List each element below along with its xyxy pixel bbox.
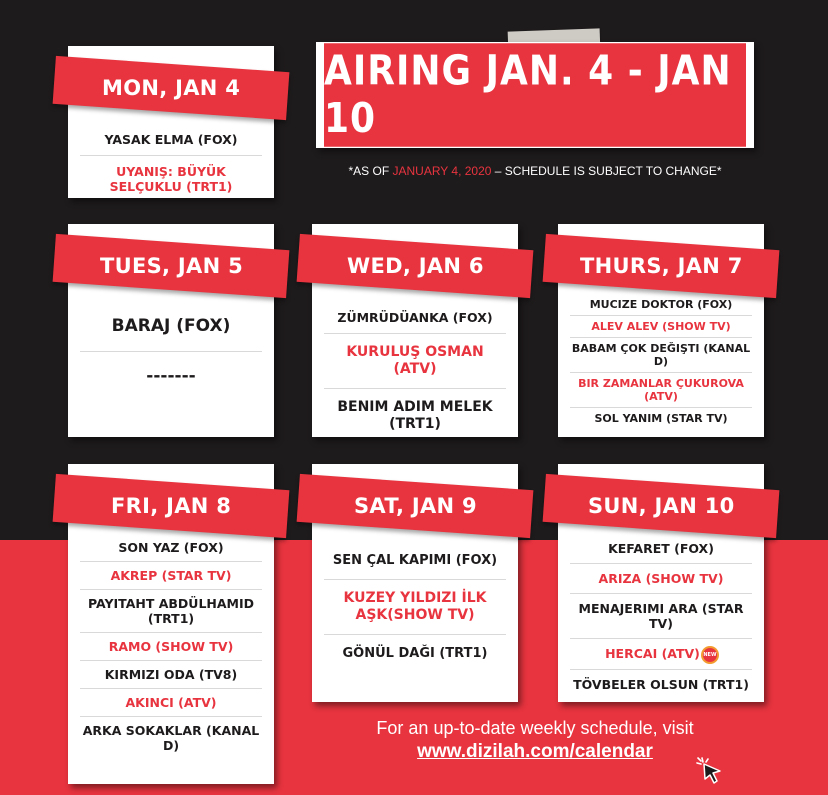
show-list	[80, 302, 262, 401]
show-item: BABAM ÇOK DEĞIŞTI (KANAL D)	[570, 338, 752, 373]
show-item: KUZEY YILDIZI İLK AŞK(SHOW TV)	[324, 580, 506, 635]
day-card-wed	[312, 224, 518, 437]
day-card-mon	[68, 46, 274, 198]
disclaimer-date: JANUARY 4, 2020	[392, 164, 492, 178]
show-item: UYANIŞ: BÜYÜK SELÇUKLU (TRT1)	[109, 164, 233, 194]
day-card-sat	[312, 464, 518, 702]
show-item: KIRMIZI ODA (TV8)	[80, 661, 262, 689]
day-banner	[53, 56, 290, 120]
show-item: AKINCI (ATV)	[80, 689, 262, 717]
show-item: SOL YANIM (STAR TV)	[594, 412, 728, 425]
show-list	[80, 124, 262, 202]
day-banner	[297, 234, 534, 298]
show-item: KEFARET (FOX)	[570, 534, 752, 564]
calendar-link[interactable]: www.dizilah.com/calendar	[417, 741, 653, 762]
disclaimer-suffix: – SCHEDULE IS SUBJECT TO CHANGE*	[491, 164, 722, 178]
show-item: BARAJ (FOX)	[80, 302, 262, 352]
show-item: PAYITAHT ABDÜLHAMID (TRT1)	[80, 590, 262, 633]
day-banner	[53, 474, 290, 538]
show-item: TÖVBELER OLSUN (TRT1)	[573, 676, 749, 692]
footer-cta	[330, 718, 740, 763]
show-item: MUCIZE DOKTOR (FOX)	[570, 294, 752, 316]
cursor-click-icon	[696, 756, 726, 786]
show-list	[80, 534, 262, 759]
day-label: THURS, JAN 7	[579, 253, 743, 278]
show-list	[324, 542, 506, 672]
show-item-hercai	[570, 639, 752, 670]
day-banner	[543, 474, 780, 538]
day-banner	[53, 234, 290, 298]
show-list	[324, 302, 506, 443]
show-item: ALEV ALEV (SHOW TV)	[570, 316, 752, 338]
show-item: BIR ZAMANLAR ÇUKUROVA (ATV)	[570, 373, 752, 408]
show-item: ARKA SOKAKLAR (KANAL D)	[82, 723, 260, 753]
show-item: SEN ÇAL KAPIMI (FOX)	[324, 542, 506, 580]
new-badge-icon: NEW	[703, 648, 717, 662]
show-item: SON YAZ (FOX)	[80, 534, 262, 562]
show-item: AKREP (STAR TV)	[80, 562, 262, 590]
day-card-fri	[68, 464, 274, 784]
show-item: BENIM ADIM MELEK (TRT1)	[337, 399, 493, 432]
day-label: SUN, JAN 10	[587, 494, 735, 518]
day-label: WED, JAN 6	[346, 253, 484, 278]
show-item: -------	[146, 366, 196, 386]
show-item: ZÜMRÜDÜANKA (FOX)	[324, 302, 506, 334]
show-item: RAMO (SHOW TV)	[80, 633, 262, 661]
footer-text: For an up-to-date weekly schedule, visit	[376, 718, 694, 738]
page-title: AIRING JAN. 4 - JAN 10	[324, 43, 746, 147]
show-list	[570, 534, 752, 699]
disclaimer-prefix: *AS OF	[348, 164, 393, 178]
day-banner	[297, 474, 534, 538]
day-label: SAT, JAN 9	[353, 494, 477, 518]
day-card-sun	[558, 464, 764, 702]
show-list	[570, 294, 752, 429]
schedule-disclaimer	[316, 164, 754, 178]
day-card-thu	[558, 224, 764, 437]
show-item: ARIZA (SHOW TV)	[570, 564, 752, 594]
title-card	[316, 42, 754, 148]
day-label: TUES, JAN 5	[99, 254, 243, 278]
day-card-tue	[68, 224, 274, 437]
day-label: FRI, JAN 8	[110, 494, 232, 518]
show-item: MENAJERIMI ARA (STAR TV)	[570, 594, 752, 639]
show-item: YASAK ELMA (FOX)	[80, 124, 262, 156]
day-banner	[543, 234, 780, 298]
show-item: GÖNÜL DAĞI (TRT1)	[342, 646, 488, 661]
show-item-label: HERCAI (ATV)	[605, 646, 700, 661]
day-label: MON, JAN 4	[101, 76, 241, 100]
show-item: KURULUŞ OSMAN (ATV)	[324, 334, 506, 389]
